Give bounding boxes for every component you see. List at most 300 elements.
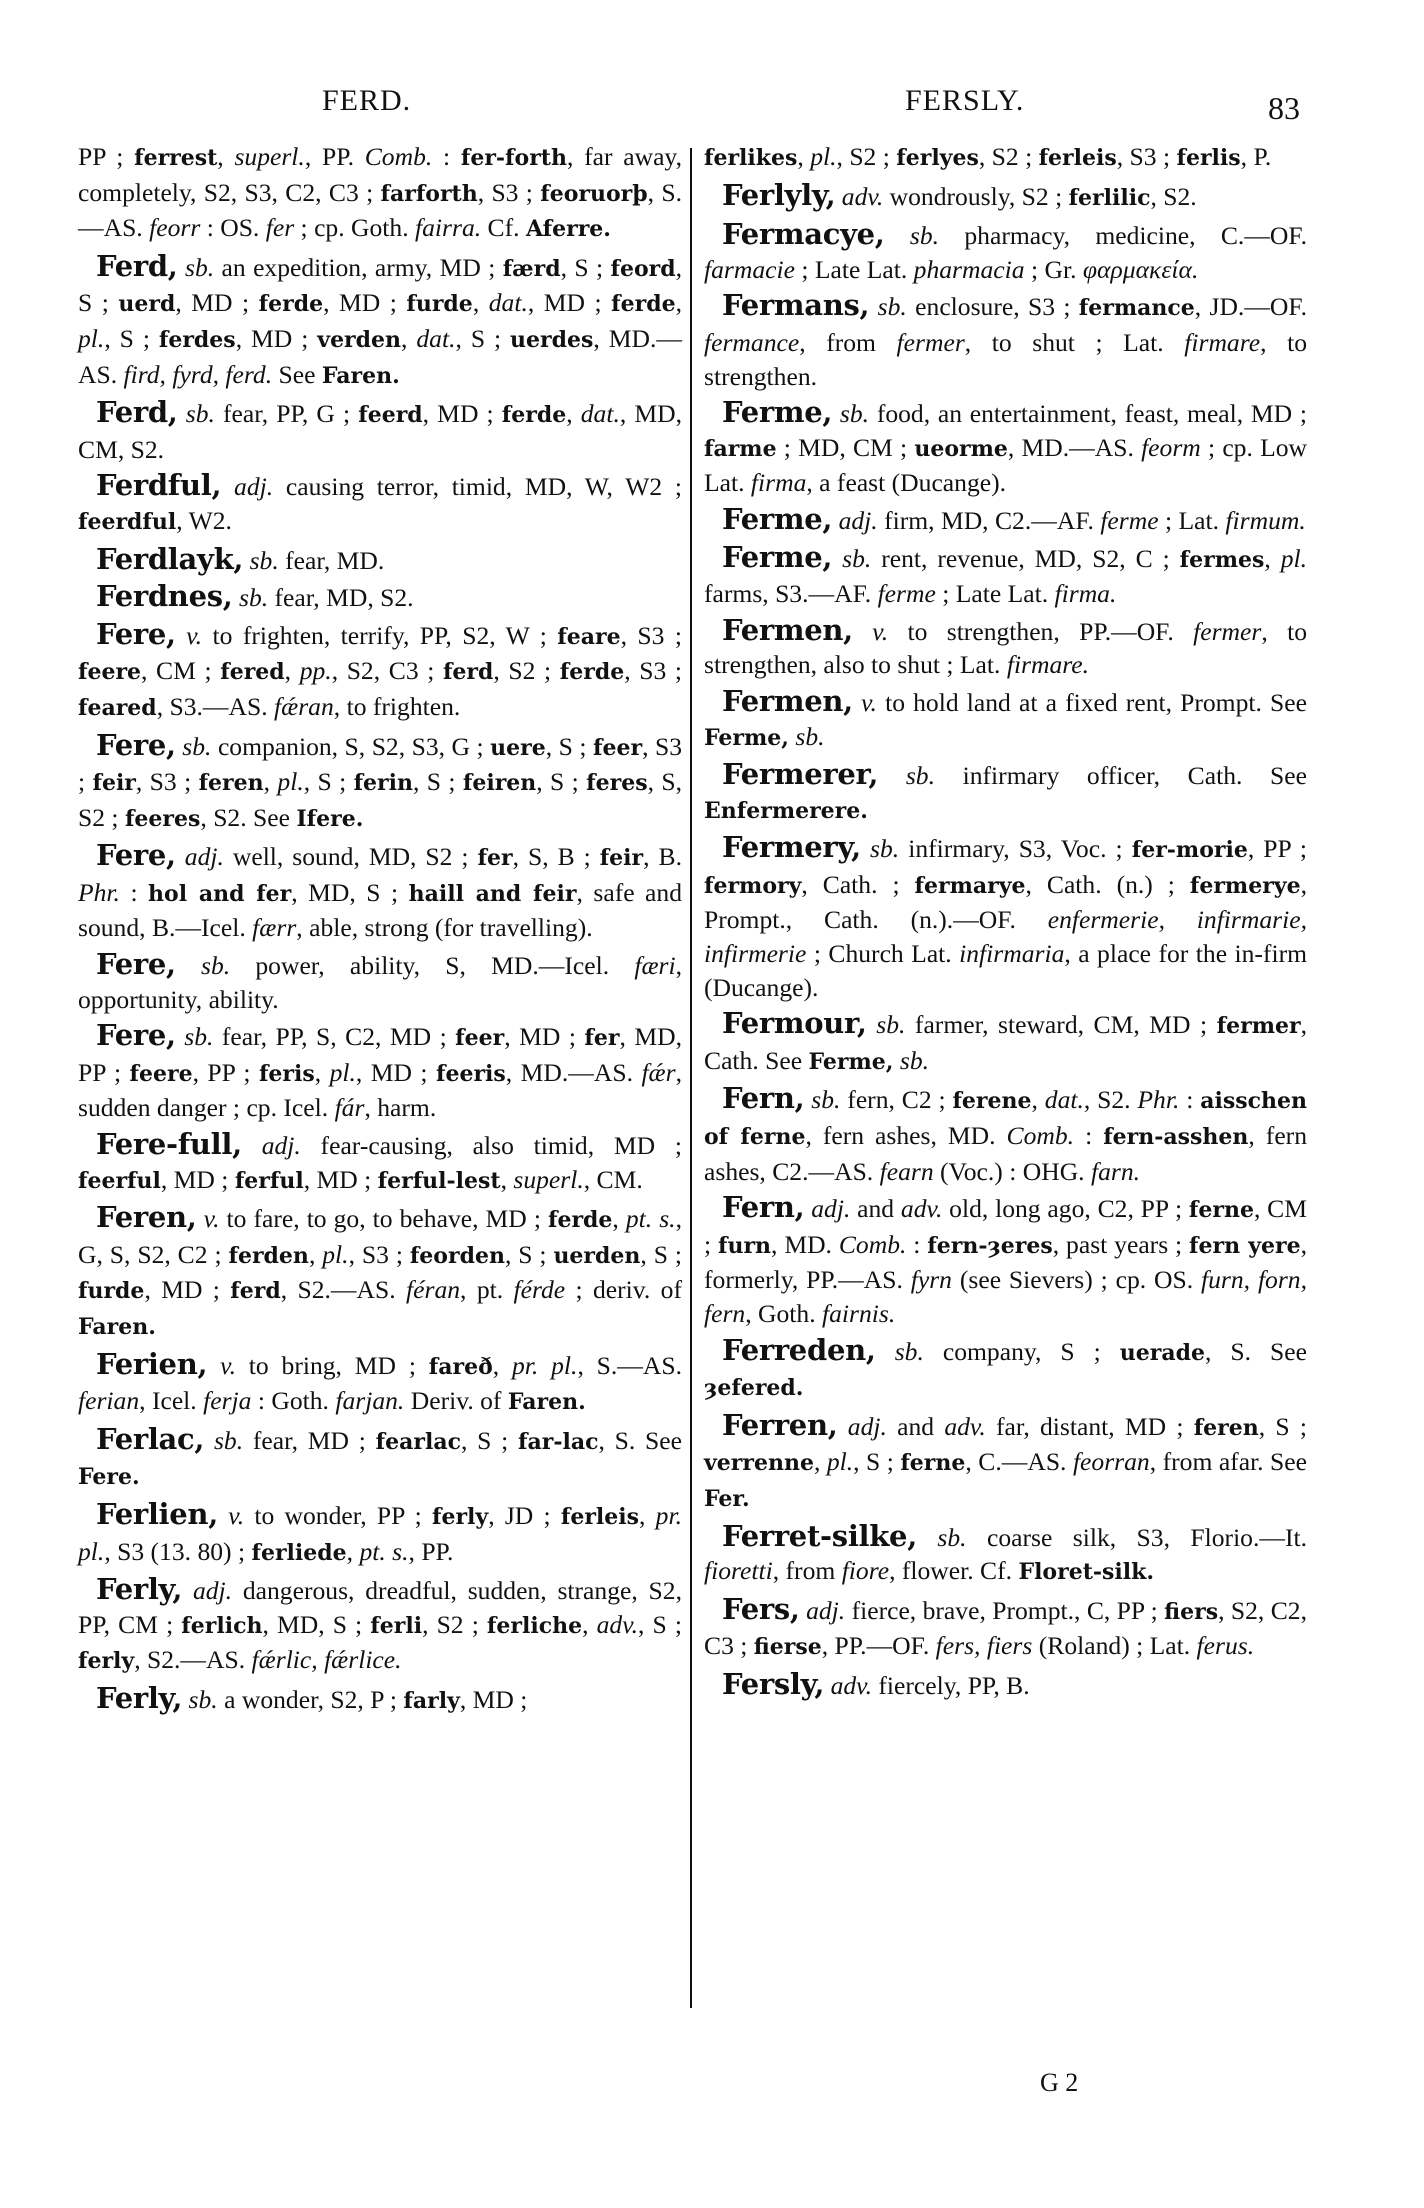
italic-term: sb. xyxy=(877,292,907,322)
entry-text: , S2. xyxy=(1083,1085,1138,1115)
variant-form: Fere. xyxy=(78,1464,140,1491)
variant-form: ferde xyxy=(547,1207,613,1234)
entry-text: Cf. xyxy=(481,213,526,243)
entry-text: , MD ; xyxy=(323,288,407,318)
dictionary-entry xyxy=(704,685,1307,755)
headword: Ferly, xyxy=(96,1680,183,1715)
italic-term: feorran xyxy=(1072,1447,1150,1477)
dictionary-entry xyxy=(704,541,1307,611)
entry-text: , MD ; xyxy=(175,288,259,318)
italic-term: dat. xyxy=(1044,1085,1084,1115)
headword: Ferreden, xyxy=(722,1332,876,1367)
italic-term: pt. s. xyxy=(359,1536,409,1566)
entry-text: , xyxy=(263,767,278,797)
entry-text xyxy=(197,1204,204,1233)
variant-form: ferly xyxy=(78,1648,135,1675)
entry-text: , MD.—AS. xyxy=(78,323,682,389)
entry-text: , xyxy=(675,288,682,318)
entry-text: , xyxy=(500,1164,514,1194)
italic-term: Phr. xyxy=(78,877,120,907)
italic-term: sb. xyxy=(842,543,872,573)
headword: Ferlien, xyxy=(96,1496,218,1531)
italic-term: v. xyxy=(220,1350,236,1380)
entry-text xyxy=(207,1351,220,1380)
dictionary-entry xyxy=(704,831,1307,1004)
entry-text: to hold land at a fixed rent, Prompt. See xyxy=(876,687,1307,717)
dictionary-entry xyxy=(78,543,682,578)
dictionary-entry xyxy=(704,396,1307,500)
entry-text: , CM ; xyxy=(141,656,221,686)
dictionary-entry xyxy=(78,1498,682,1570)
variant-form: fer xyxy=(584,1025,620,1052)
variant-form: ferlich xyxy=(181,1612,263,1639)
italic-term: sb. xyxy=(249,545,279,575)
entry-text: , xyxy=(1264,543,1281,573)
dictionary-entry xyxy=(704,1520,1307,1590)
italic-term: sb. xyxy=(238,583,269,613)
italic-term: adj. xyxy=(261,1131,301,1161)
entry-text: , to strengthen, also to shut ; Lat. xyxy=(704,616,1307,680)
entry-text: , PP. xyxy=(304,142,365,171)
entry-text: , S3 ; xyxy=(620,620,683,650)
entry-text: : Goth. xyxy=(251,1386,336,1416)
entry-text: , S ; xyxy=(545,731,593,761)
italic-term: pharmacia xyxy=(913,254,1025,284)
entry-text: , MD ; xyxy=(303,1164,378,1194)
variant-form: fermance xyxy=(1078,295,1195,322)
entry-text: fear, MD, S2. xyxy=(268,583,414,613)
entry-text xyxy=(182,1576,193,1605)
right-column xyxy=(704,140,1307,1706)
entry-text: See xyxy=(272,359,322,389)
entry-text: , MD ; xyxy=(235,323,318,353)
entry-text: , Cath. (n.) ; xyxy=(1025,869,1190,899)
entry-text: infirmary officer, Cath. See xyxy=(934,761,1308,791)
italic-term: firmum. xyxy=(1225,505,1306,535)
entry-text: , S2, C3 ; xyxy=(331,656,443,686)
dictionary-entry xyxy=(78,948,682,1016)
entry-text: , xyxy=(346,1536,360,1566)
variant-form: ferli xyxy=(370,1612,423,1639)
variant-form: fer-forth xyxy=(460,145,567,171)
entry-text xyxy=(204,1426,214,1455)
entry-text: , W2. xyxy=(176,505,232,535)
entry-text: , S2.—AS. xyxy=(280,1275,407,1305)
entry-text: , S ; xyxy=(504,1239,554,1269)
italic-term: fioretti xyxy=(704,1556,773,1586)
variant-form: haill and feir xyxy=(408,880,577,907)
variant-form: feris xyxy=(258,1060,315,1087)
variant-form: ferde xyxy=(559,659,625,686)
entry-text xyxy=(221,472,234,501)
entry-text: , Cath. See xyxy=(704,1010,1307,1075)
italic-term: férde xyxy=(513,1275,566,1305)
entry-text: , S2.—AS. xyxy=(134,1645,252,1675)
entry-continuation xyxy=(78,140,682,247)
dictionary-entry xyxy=(704,1191,1307,1330)
entry-text: : xyxy=(432,142,461,171)
variant-form: uerade xyxy=(1119,1339,1205,1366)
dictionary-entry xyxy=(78,1201,682,1344)
variant-form: farforth xyxy=(380,180,478,207)
entry-text: , a feast (Ducange). xyxy=(806,468,1007,498)
entry-text: , xyxy=(401,323,417,353)
entry-text: , CM ; xyxy=(704,1194,1307,1259)
entry-text: (Voc.) : OHG. xyxy=(933,1156,1091,1186)
entry-text: , S3 ; xyxy=(348,1239,410,1269)
headword: Fere-full, xyxy=(96,1127,242,1162)
entry-text: , flower. Cf. xyxy=(889,1556,1019,1586)
variant-form: Fer. xyxy=(704,1485,750,1512)
entry-text: , MD ; xyxy=(144,1275,231,1305)
entry-text: ; Late Lat. xyxy=(794,254,914,284)
variant-form: hol and fer xyxy=(148,880,292,907)
entry-text: , xyxy=(639,1500,656,1530)
entry-text: company, S ; xyxy=(923,1336,1120,1366)
entry-text xyxy=(178,253,185,282)
entry-text: coarse silk, S3, Florio.—It. xyxy=(966,1522,1307,1552)
dictionary-entry xyxy=(78,1573,682,1679)
entry-text: , B. xyxy=(643,842,682,872)
italic-term: sb. xyxy=(870,834,900,864)
entry-text: , MD ; xyxy=(355,1057,436,1087)
entry-text: , from xyxy=(772,1556,842,1586)
italic-term: sb. xyxy=(876,1010,906,1040)
variant-form: ferly xyxy=(431,1503,489,1530)
italic-term: fermer xyxy=(1193,616,1262,646)
headword: Fermery, xyxy=(722,830,861,865)
italic-term: dat. xyxy=(416,323,456,353)
variant-form: Ferme, xyxy=(808,1048,894,1075)
entry-text: food, an entertainment, feast, meal, MD ; xyxy=(869,399,1308,429)
variant-form: aisschen of ferne xyxy=(704,1088,1307,1151)
italic-term: fyrn xyxy=(910,1265,952,1295)
variant-form: Aferre. xyxy=(525,216,611,243)
entry-text: : OS. xyxy=(200,213,266,243)
variant-form: Faren. xyxy=(321,362,400,389)
italic-term: feorr xyxy=(149,213,201,243)
entry-text: to bring, MD ; xyxy=(235,1350,429,1380)
entry-text: , S ; xyxy=(640,1239,682,1269)
italic-term: pl. xyxy=(277,767,304,797)
entry-text: a wonder, S2, P ; xyxy=(217,1684,404,1714)
dictionary-entry xyxy=(78,618,682,726)
variant-form: farme xyxy=(704,435,777,462)
italic-term: sb. xyxy=(185,252,215,282)
headword: Fers, xyxy=(722,1591,800,1626)
entry-text: , fern ashes, MD. xyxy=(805,1121,1007,1151)
entry-text: , S, S2 ; xyxy=(78,767,682,832)
entry-text: , S ; xyxy=(853,1447,901,1477)
italic-term: fird, fyrd, ferd. xyxy=(123,359,273,389)
entry-text: : xyxy=(1074,1121,1104,1151)
entry-text: , S3.—AS. xyxy=(156,691,275,721)
entry-text: , Cath. ; xyxy=(801,869,915,899)
dictionary-entry xyxy=(78,250,682,393)
entry-text: , S2. xyxy=(1150,181,1197,211)
entry-text: (Roland) ; Lat. xyxy=(1032,1631,1197,1661)
variant-form: feren xyxy=(1193,1414,1259,1441)
entry-text: and xyxy=(886,1411,945,1441)
italic-term: sb. xyxy=(905,761,935,791)
entry-text: , S2, C2, C3 ; xyxy=(704,1595,1307,1661)
entry-text: , pt. xyxy=(460,1275,514,1305)
variant-form: feerful xyxy=(78,1167,161,1194)
entry-text: PP ; xyxy=(78,142,135,171)
headword: Fern, xyxy=(722,1190,805,1225)
dictionary-entry xyxy=(704,614,1307,682)
variant-form: ferin xyxy=(353,770,413,797)
entry-text: , S. See xyxy=(598,1425,682,1455)
headword: Fere, xyxy=(96,727,176,762)
entry-text: , P. xyxy=(1240,142,1272,171)
entry-text xyxy=(878,761,906,790)
entry-text xyxy=(876,1337,895,1366)
variant-form: Enfermerere. xyxy=(704,797,868,824)
entry-text: , xyxy=(582,1609,597,1639)
entry-text: ; MD, CM ; xyxy=(776,432,915,462)
italic-term: pr. pl. xyxy=(78,1500,682,1566)
variant-form: fern-asshen xyxy=(1103,1124,1249,1151)
dictionary-entry xyxy=(78,729,682,837)
italic-term: fairra. xyxy=(415,213,482,243)
entry-text: , S2. See xyxy=(200,802,297,832)
entry-text: , S ; xyxy=(638,1609,683,1639)
headword: Ferdlayk, xyxy=(96,541,244,576)
variant-form: fermarye xyxy=(914,872,1026,899)
italic-term: ferus. xyxy=(1196,1631,1255,1661)
entry-text: , S. See xyxy=(1205,1336,1307,1366)
entry-text: ; Lat. xyxy=(1158,505,1226,535)
italic-term: pt. s. xyxy=(625,1204,676,1234)
italic-term: φαρμακεία. xyxy=(1082,254,1199,284)
variant-form: feeris xyxy=(436,1060,506,1087)
entry-text xyxy=(218,1501,228,1530)
headword: Fere, xyxy=(96,838,176,873)
headword: Ferdnes, xyxy=(96,579,233,614)
italic-term: fǽran xyxy=(274,691,334,721)
entry-text: , PP. xyxy=(408,1536,454,1566)
entry-text: , xyxy=(217,142,235,171)
variant-form: ferrest xyxy=(134,145,218,171)
italic-term: pl. xyxy=(826,1447,854,1477)
variant-form: ferene xyxy=(952,1088,1032,1115)
italic-term: pl. xyxy=(322,1239,349,1269)
headword: Fern, xyxy=(722,1081,805,1116)
entry-text: , MD.—AS. xyxy=(505,1057,642,1087)
entry-text: (see Sievers) ; cp. OS. xyxy=(951,1265,1202,1295)
entry-text: ; Church Lat. xyxy=(806,939,960,969)
headword: Fere, xyxy=(96,947,176,982)
italic-term: pp. xyxy=(299,656,332,686)
headword: Ferd, xyxy=(96,248,178,283)
entry-text: , opportunity, ability. xyxy=(78,951,682,1014)
italic-term: sb. xyxy=(894,1336,924,1366)
italic-term: adj. xyxy=(806,1595,846,1625)
italic-term: sb. xyxy=(182,731,212,761)
variant-form: feir xyxy=(599,845,644,872)
variant-form: ferden xyxy=(228,1242,309,1269)
entry-text: ; Late Lat. xyxy=(935,579,1055,609)
italic-term: furn, forn, fern xyxy=(704,1265,1308,1328)
italic-term: féran xyxy=(406,1275,461,1305)
dictionary-entry xyxy=(78,839,682,945)
entry-text: , fern ashes, C2.—AS. xyxy=(704,1121,1308,1186)
variant-form: feared xyxy=(78,694,157,721)
italic-term: pl. xyxy=(1280,543,1308,573)
variant-form: fern yere xyxy=(1189,1232,1301,1259)
entry-text: and xyxy=(850,1194,901,1224)
variant-form: ferdes xyxy=(158,326,236,353)
italic-term: pl. xyxy=(78,323,105,353)
italic-term: enfermerie, infirmarie, infirmerie xyxy=(704,905,1307,969)
italic-term: superl. xyxy=(513,1164,584,1194)
entry-text: , sudden danger ; cp. Icel. xyxy=(78,1057,682,1123)
entry-text: , MD. xyxy=(771,1229,839,1259)
variant-form: fermory xyxy=(704,872,802,899)
entry-text: , S ; xyxy=(536,767,587,797)
dictionary-entry xyxy=(78,469,682,539)
headword: Ferdful, xyxy=(96,468,222,503)
entry-text: fierce, brave, Prompt., C, PP ; xyxy=(845,1595,1165,1625)
italic-term: sb. xyxy=(185,399,215,429)
italic-term: v. xyxy=(203,1204,220,1234)
variant-form: ȝefered. xyxy=(704,1375,804,1402)
entry-text: power, ability, S, MD.—Icel. xyxy=(230,951,635,981)
entry-text: farmer, steward, CM, MD ; xyxy=(905,1010,1217,1040)
variant-form: furde xyxy=(406,291,473,318)
entry-text: , xyxy=(308,1239,323,1269)
italic-term: Phr. xyxy=(1137,1085,1180,1115)
entry-text: , xyxy=(492,1350,512,1380)
entry-text: ; cp. Goth. xyxy=(294,213,416,243)
entry-text: : xyxy=(1179,1085,1201,1115)
variant-form: far-lac xyxy=(518,1428,599,1455)
headword: Ferly, xyxy=(96,1572,183,1607)
entry-text: ; cp. Low Lat. xyxy=(704,432,1307,498)
dictionary-entry xyxy=(704,1007,1307,1079)
italic-term: firma xyxy=(750,468,807,498)
italic-term: fers, fiers xyxy=(935,1631,1033,1661)
italic-term: v. xyxy=(872,616,889,646)
dictionary-entry xyxy=(78,1128,682,1198)
variant-form: uere xyxy=(490,734,546,761)
entry-text: , to strengthen. xyxy=(704,327,1307,391)
entry-text xyxy=(176,951,201,980)
variant-form: ferliche xyxy=(486,1612,583,1639)
italic-term: fǽrlic, fǽrlice. xyxy=(251,1645,402,1675)
variant-form: fierse xyxy=(753,1634,822,1661)
entry-text: , C.—AS. xyxy=(965,1447,1073,1477)
entry-text: fear, MD ; xyxy=(243,1425,376,1455)
italic-term: adv. xyxy=(841,181,884,211)
variant-form: ferlikes xyxy=(704,145,798,171)
entry-text: , xyxy=(566,399,581,429)
entry-text xyxy=(885,221,910,250)
variant-form: ferne xyxy=(1188,1197,1254,1224)
italic-term: adj. xyxy=(838,505,878,535)
entry-text: , S.—AS. xyxy=(78,177,682,243)
signature-mark: G 2 xyxy=(1040,2068,1079,2097)
variant-form: ferlyes xyxy=(896,145,979,171)
variant-form: Faren. xyxy=(507,1389,586,1416)
entry-text: , to frighten. xyxy=(333,691,461,721)
headword: Fermans, xyxy=(722,288,870,323)
entry-text: , xyxy=(1031,1085,1045,1115)
entry-text xyxy=(832,544,842,573)
variant-form: Floret-silk. xyxy=(1018,1559,1154,1586)
entry-text: , S2 ; xyxy=(978,142,1039,171)
italic-term: Comb. xyxy=(838,1229,907,1259)
italic-term: ferme xyxy=(1100,505,1159,535)
dictionary-entry xyxy=(78,1423,682,1495)
entry-text: , MD ; xyxy=(504,1022,585,1052)
entry-text: , S3 ; xyxy=(624,656,682,686)
variant-form: feiren xyxy=(462,770,537,797)
entry-text: , a place for the in-firm (Ducange). xyxy=(704,939,1307,1002)
entry-text: , S ; xyxy=(413,767,463,797)
variant-form: ferd xyxy=(442,659,494,686)
entry-text: well, sound, MD, S2 ; xyxy=(223,842,478,872)
italic-term: adv. xyxy=(596,1609,639,1639)
entry-text: firm, MD, C2.—AF. xyxy=(877,505,1101,535)
variant-form: ueorme xyxy=(914,435,1008,462)
italic-term: farmacie xyxy=(704,254,795,284)
italic-term: fiore xyxy=(841,1556,890,1586)
italic-term: sb. xyxy=(937,1522,967,1552)
column-divider xyxy=(690,148,692,2008)
headword: Fermen, xyxy=(722,683,853,718)
entry-text: , S ; xyxy=(461,1425,519,1455)
italic-term: fermance xyxy=(704,327,800,357)
variant-form: fer-morie xyxy=(1131,837,1248,864)
entry-text: , S ; xyxy=(455,323,511,353)
variant-form: ferlis xyxy=(1176,145,1241,171)
entry-text: , S3 ; xyxy=(477,177,541,207)
entry-text: , far away, completely, S2, S3, C2, C3 ; xyxy=(78,142,682,207)
entry-text: , xyxy=(284,656,300,686)
entry-text: fern, C2 ; xyxy=(840,1085,953,1115)
variant-form: feere xyxy=(129,1060,193,1087)
italic-term: pr. pl. xyxy=(511,1350,578,1380)
italic-term: adj. xyxy=(234,472,274,502)
entry-text xyxy=(176,1022,184,1051)
italic-term: sb. xyxy=(811,1085,841,1115)
entry-text: fear, PP, S, C2, MD ; xyxy=(213,1022,456,1052)
variant-form: feere xyxy=(78,659,142,686)
entry-text: , G, S, S2, C2 ; xyxy=(78,1204,682,1269)
italic-term: superl. xyxy=(234,142,305,171)
dictionary-entry xyxy=(704,1082,1307,1188)
entry-text: , PP.—OF. xyxy=(821,1631,936,1661)
variant-form: fered xyxy=(220,659,285,686)
variant-form: feren xyxy=(198,770,264,797)
entry-text: : xyxy=(119,877,149,907)
entry-text: , S3 (13. 80) ; xyxy=(104,1536,252,1566)
entry-text: , S2 ; xyxy=(493,656,560,686)
italic-term: adj. xyxy=(184,842,224,872)
entry-text xyxy=(832,399,840,428)
italic-term: sb. xyxy=(839,399,870,429)
entry-text: , S ; xyxy=(78,252,682,318)
dictionary-entry xyxy=(78,1019,682,1125)
entry-text: , MD, S ; xyxy=(262,1609,371,1639)
variant-form: verrenne xyxy=(704,1450,814,1477)
entry-text: to fare, to go, to behave, MD ; xyxy=(219,1204,548,1234)
italic-term: adj. xyxy=(192,1576,233,1606)
variant-form: ferleis xyxy=(1038,145,1117,171)
entry-text xyxy=(176,842,185,871)
